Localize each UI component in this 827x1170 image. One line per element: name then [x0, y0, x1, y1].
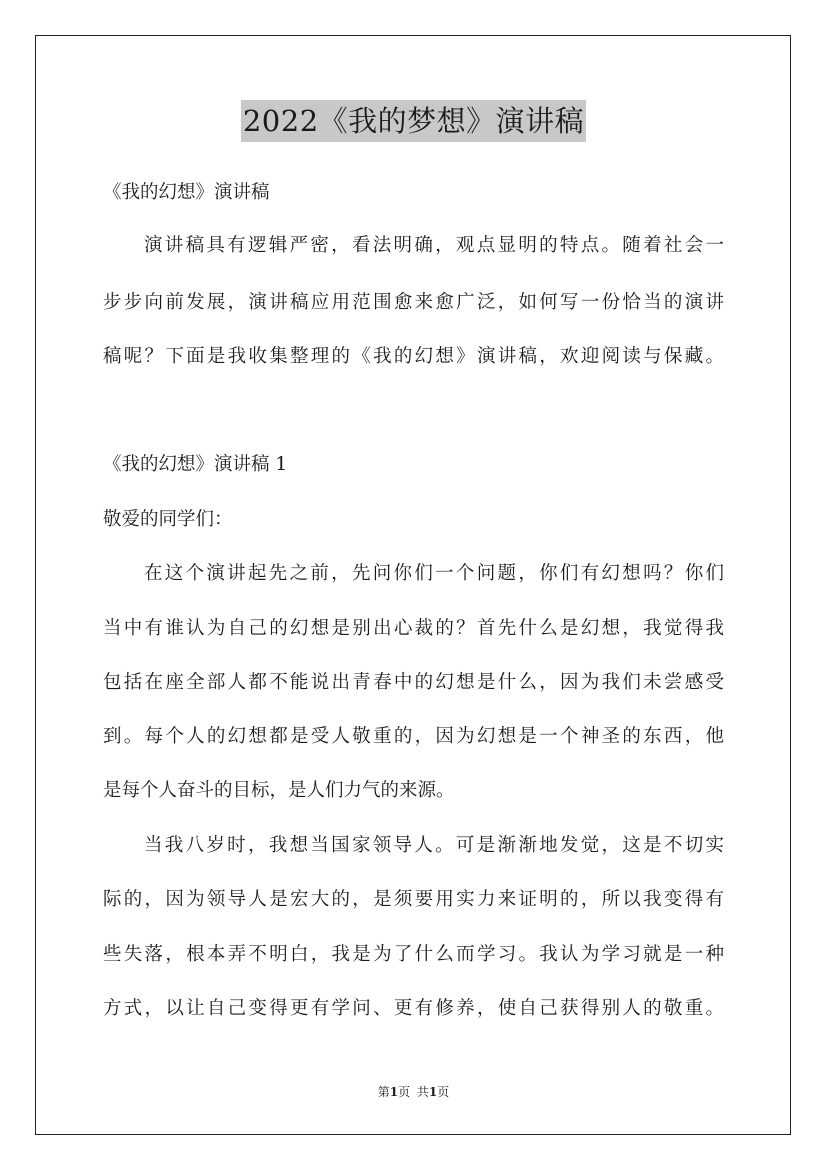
page-footer — [0, 1084, 827, 1100]
total-label-prefix: 共 — [416, 1085, 429, 1099]
body-paragraph-1-line-3: 包括在座全部人都不能说出青春中的幻想是什么，因为我们未尝感受 — [103, 672, 724, 693]
body-paragraph-1-line-5: 是每个人奋斗的目标，是人们力气的来源。 — [103, 780, 455, 801]
body-paragraph-1-line-1: 在这个演讲起先之前，先问你们一个问题，你们有幻想吗？你们 — [144, 563, 724, 584]
body-paragraph-2-line-2: 际的，因为领导人是宏大的，是须要用实力来证明的，所以我变得有 — [103, 889, 724, 910]
body-paragraph-1-line-4: 到。每个人的幻想都是受人敬重的，因为幻想是一个神圣的东西，他 — [103, 726, 724, 747]
body-paragraph-2-line-1: 当我八岁时，我想当国家领导人。可是渐渐地发觉，这是不切实 — [144, 835, 724, 856]
intro-paragraph-line-3: 稿呢？下面是我收集整理的《我的幻想》演讲稿，欢迎阅读与保藏。 — [103, 346, 724, 367]
page-number: 1 — [389, 1085, 399, 1099]
body-paragraph-1-line-2: 当中有谁认为自己的幻想是别出心裁的？首先什么是幻想，我觉得我 — [103, 618, 724, 639]
section-heading: 《我的幻想》演讲稿 1 — [103, 454, 288, 475]
total-pages: 1 — [428, 1085, 438, 1099]
document-title-wrapper — [0, 100, 827, 142]
subtitle-line: 《我的幻想》演讲稿 — [103, 182, 270, 203]
body-paragraph-2-line-4: 方式，以让自己变得更有学问、更有修养，使自己获得别人的敬重。 — [103, 998, 724, 1019]
page-label-prefix: 第 — [377, 1085, 390, 1099]
salutation: 敬爱的同学们： — [103, 509, 233, 530]
intro-paragraph-line-1: 演讲稿具有逻辑严密，看法明确，观点显明的特点。随着社会一 — [144, 235, 724, 256]
page-label-suffix: 页 — [398, 1085, 411, 1099]
body-paragraph-2-line-3: 些失落，根本弄不明白，我是为了什么而学习。我认为学习就是一种 — [103, 944, 724, 965]
total-label-suffix: 页 — [437, 1085, 450, 1099]
document-title: 2022《我的梦想》演讲稿 — [241, 100, 586, 142]
intro-paragraph-line-2: 步步向前发展，演讲稿应用范围愈来愈广泛，如何写一份恰当的演讲 — [103, 292, 724, 313]
